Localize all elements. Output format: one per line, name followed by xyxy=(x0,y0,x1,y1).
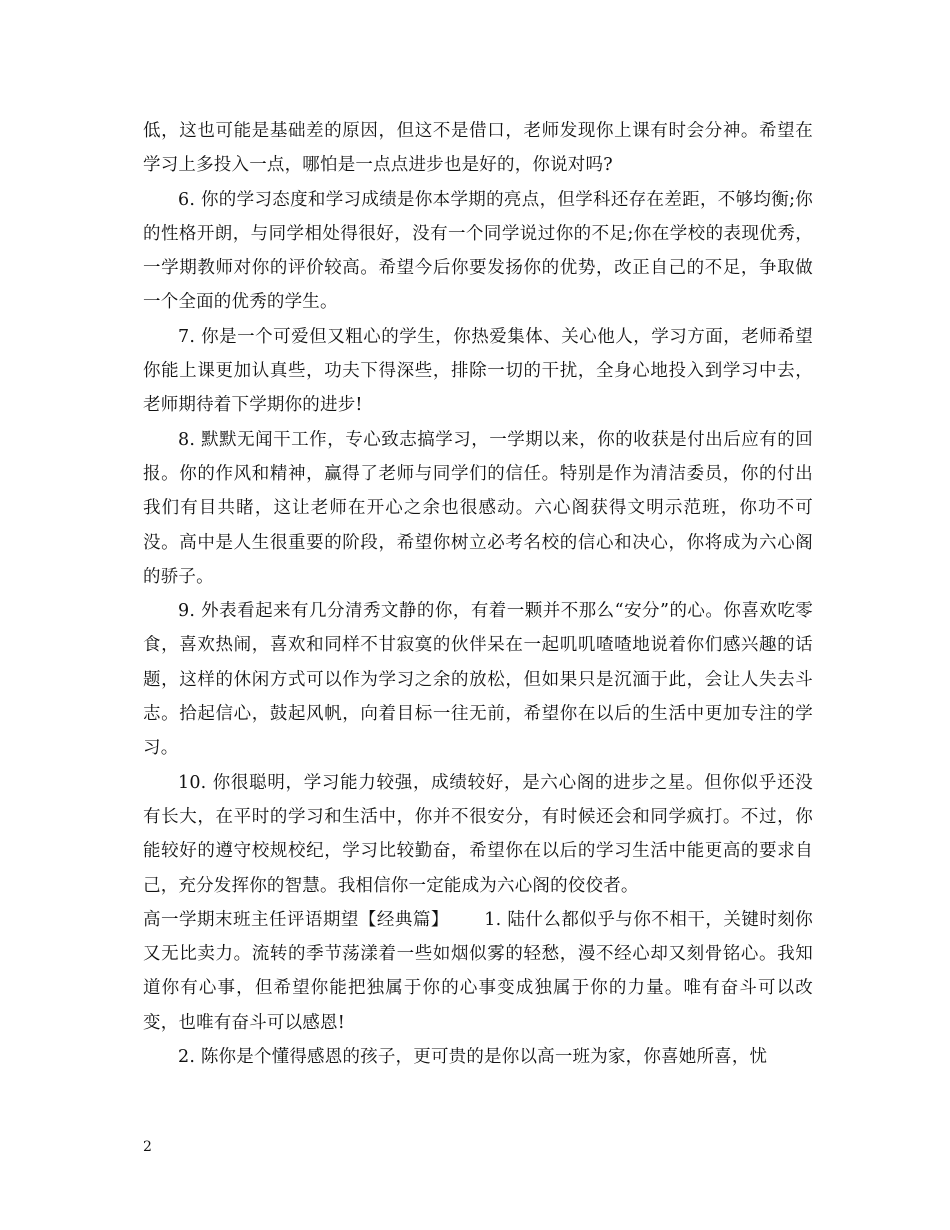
paragraph-item-7: 7. 你是一个可爱但又粗心的学生，你热爱集体、关心他人，学习方面，老师希望你能上课更加认真些，功夫下得深些，排除一切的干扰，全身心地投入到学习中去，老师期待着下学期你的进步! xyxy=(143,326,813,416)
paragraph-item-10: 10. 你很聪明，学习能力较强，成绩较好，是六心阁的进步之星。但你似乎还没有长大，在平时的学习和生活中，你并不很安分，有时候还会和同学疯打。不过，你能较好的遵守校规校纪，学习比较勤奋，希望你在以后的学习生活中能更高的要求自己，充分发挥你的智慧。我相信你一定能成为六心阁的佼佼者。 xyxy=(143,772,813,896)
paragraph-item-9: 9. 外表看起来有几分清秀文静的你，有着一颗并不那么“安分”的心。你喜欢吃零食，喜欢热闹，喜欢和同样不甘寂寞的伙伴呆在一起叽叽喳喳地说着你们感兴趣的话题，这样的休闲方式可以作为学习之余的放松，但如果只是沉湎于此，会让人失去斗志。拾起信心，鼓起风帆，向着目标一往无前，希望你在以后的生活中更加专注的学习。 xyxy=(143,601,813,759)
paragraph-item-8: 8. 默默无闻干工作，专心致志搞学习，一学期以来，你的收获是付出后应有的回报。你的作风和精神，赢得了老师与同学们的信任。特别是作为清洁委员，你的付出我们有目共睹，这让老师在开心之余也很感动。六心阁获得文明示范班，你功不可没。高中是人生很重要的阶段，希望你树立必考名校的信心和决心，你将成为六心阁的骄子。 xyxy=(143,429,813,587)
section-gap xyxy=(449,910,484,930)
document-body xyxy=(143,114,813,1074)
paragraph-item-2: 2. 陈你是个懂得感恩的孩子，更可贵的是你以高一班为家，你喜她所喜，忧 xyxy=(178,1047,768,1068)
section-heading: 高一学期末班主任评语期望【经典篇】 xyxy=(143,909,449,930)
section-paragraph xyxy=(143,903,813,1040)
page-number: 2 xyxy=(143,1139,152,1155)
paragraph-continuation: 低，这也可能是基础差的原因，但这不是借口，老师发现你上课有时会分神。希望在学习上多投入一点，哪怕是一点点进步也是好的，你说对吗? xyxy=(143,121,813,176)
paragraph-item-6: 6. 你的学习态度和学习成绩是你本学期的亮点，但学科还存在差距，不够均衡;你的性格开朗，与同学相处得很好，没有一个同学说过你的不足;你在学校的表现优秀，一学期教师对你的评价较高。希望今后你要发扬你的优势，改正自己的不足，争取做一个全面的优秀的学生。 xyxy=(143,189,813,313)
section-first-item: 1. 陆什么都似乎与你不相干，关键时刻你又无比卖力。流转的季节荡漾着一些如烟似雾的轻愁，漫不经心却又刻骨铭心。我知道你有心事，但希望你能把独属于你的心事变成独属于你的力量。唯有奋斗可以改变，也唯有奋斗可以感恩! xyxy=(143,909,814,1033)
